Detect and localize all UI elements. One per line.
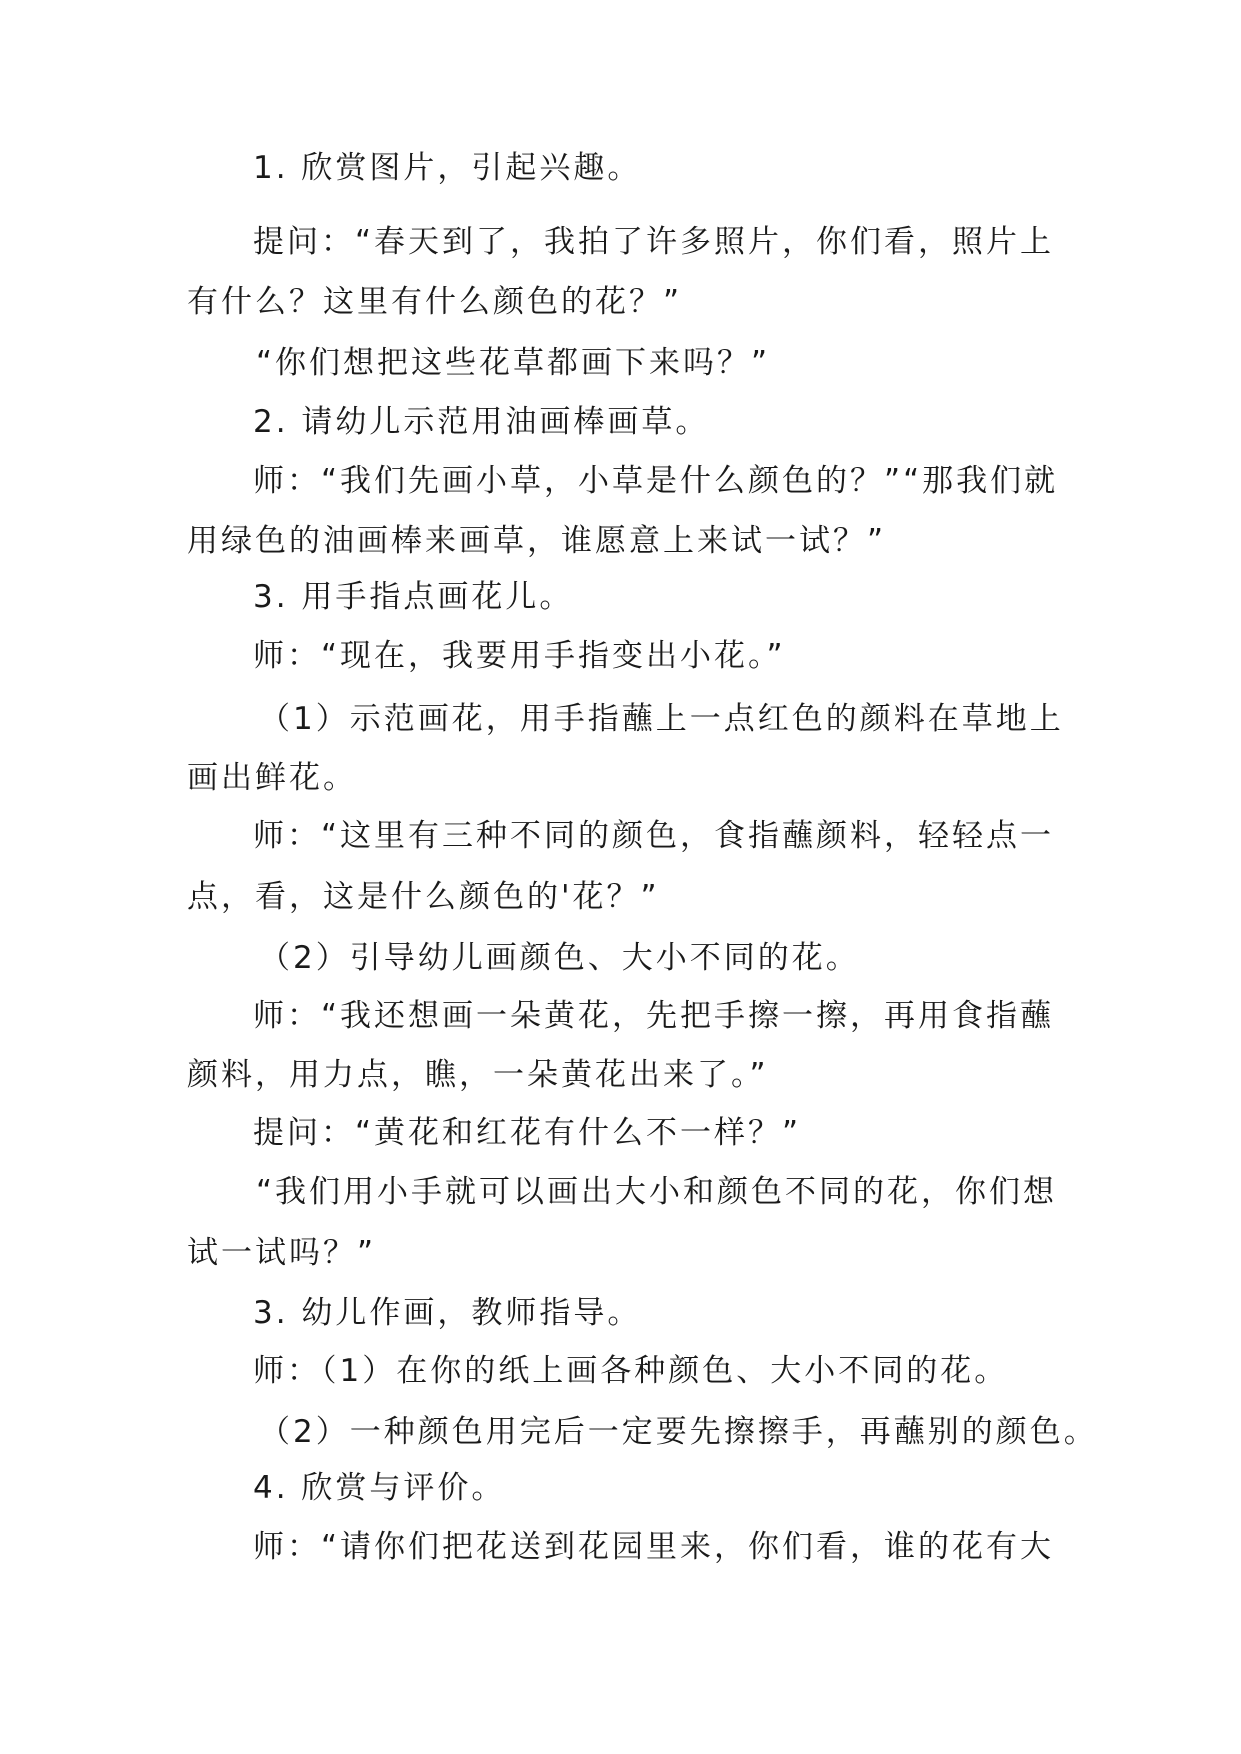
text-line: （2）一种颜色用完后一定要先擦擦手，再蘸别的颜色。: [259, 1414, 1098, 1450]
text-line: 画出鲜花。: [187, 760, 357, 796]
text-line: 师：（1）在你的纸上画各种颜色、大小不同的花。: [253, 1353, 1009, 1389]
text-line: 3. 用手指点画花儿。: [253, 579, 574, 615]
text-line: 1. 欣赏图片，引起兴趣。: [253, 150, 642, 186]
text-line: （1）示范画花，用手指蘸上一点红色的颜料在草地上: [259, 701, 1064, 737]
text-line: “你们想把这些花草都画下来吗？”: [256, 345, 771, 381]
text-line: “我们用小手就可以画出大小和颜色不同的花，你们想: [256, 1174, 1058, 1210]
text-line: 师：“请你们把花送到花园里来，你们看，谁的花有大: [253, 1529, 1055, 1565]
text-line: 师：“这里有三种不同的颜色，食指蘸颜料，轻轻点一: [253, 818, 1055, 854]
text-line: 点，看，这是什么颜色的'花？”: [187, 879, 660, 915]
text-line: 师：“现在，我要用手指变出小花。”: [253, 638, 786, 674]
text-line: 师：“我们先画小草，小草是什么颜色的？”“那我们就: [253, 463, 1059, 499]
text-line: 提问：“黄花和红花有什么不一样？”: [253, 1115, 802, 1151]
text-line: 提问：“春天到了，我拍了许多照片，你们看，照片上: [253, 224, 1055, 260]
text-line: 试一试吗？”: [187, 1235, 377, 1271]
text-line: 颜料，用力点，瞧，一朵黄花出来了。”: [187, 1057, 769, 1093]
text-line: （2）引导幼儿画颜色、大小不同的花。: [259, 940, 860, 976]
text-line: 师：“我还想画一朵黄花，先把手擦一擦，再用食指蘸: [253, 998, 1055, 1034]
text-line: 4. 欣赏与评价。: [253, 1470, 506, 1506]
text-line: 用绿色的油画棒来画草，谁愿意上来试一试？”: [187, 523, 887, 559]
text-line: 2. 请幼儿示范用油画棒画草。: [253, 404, 710, 440]
text-line: 有什么？这里有什么颜色的花？”: [187, 284, 683, 320]
text-line: 3. 幼儿作画，教师指导。: [253, 1295, 642, 1331]
